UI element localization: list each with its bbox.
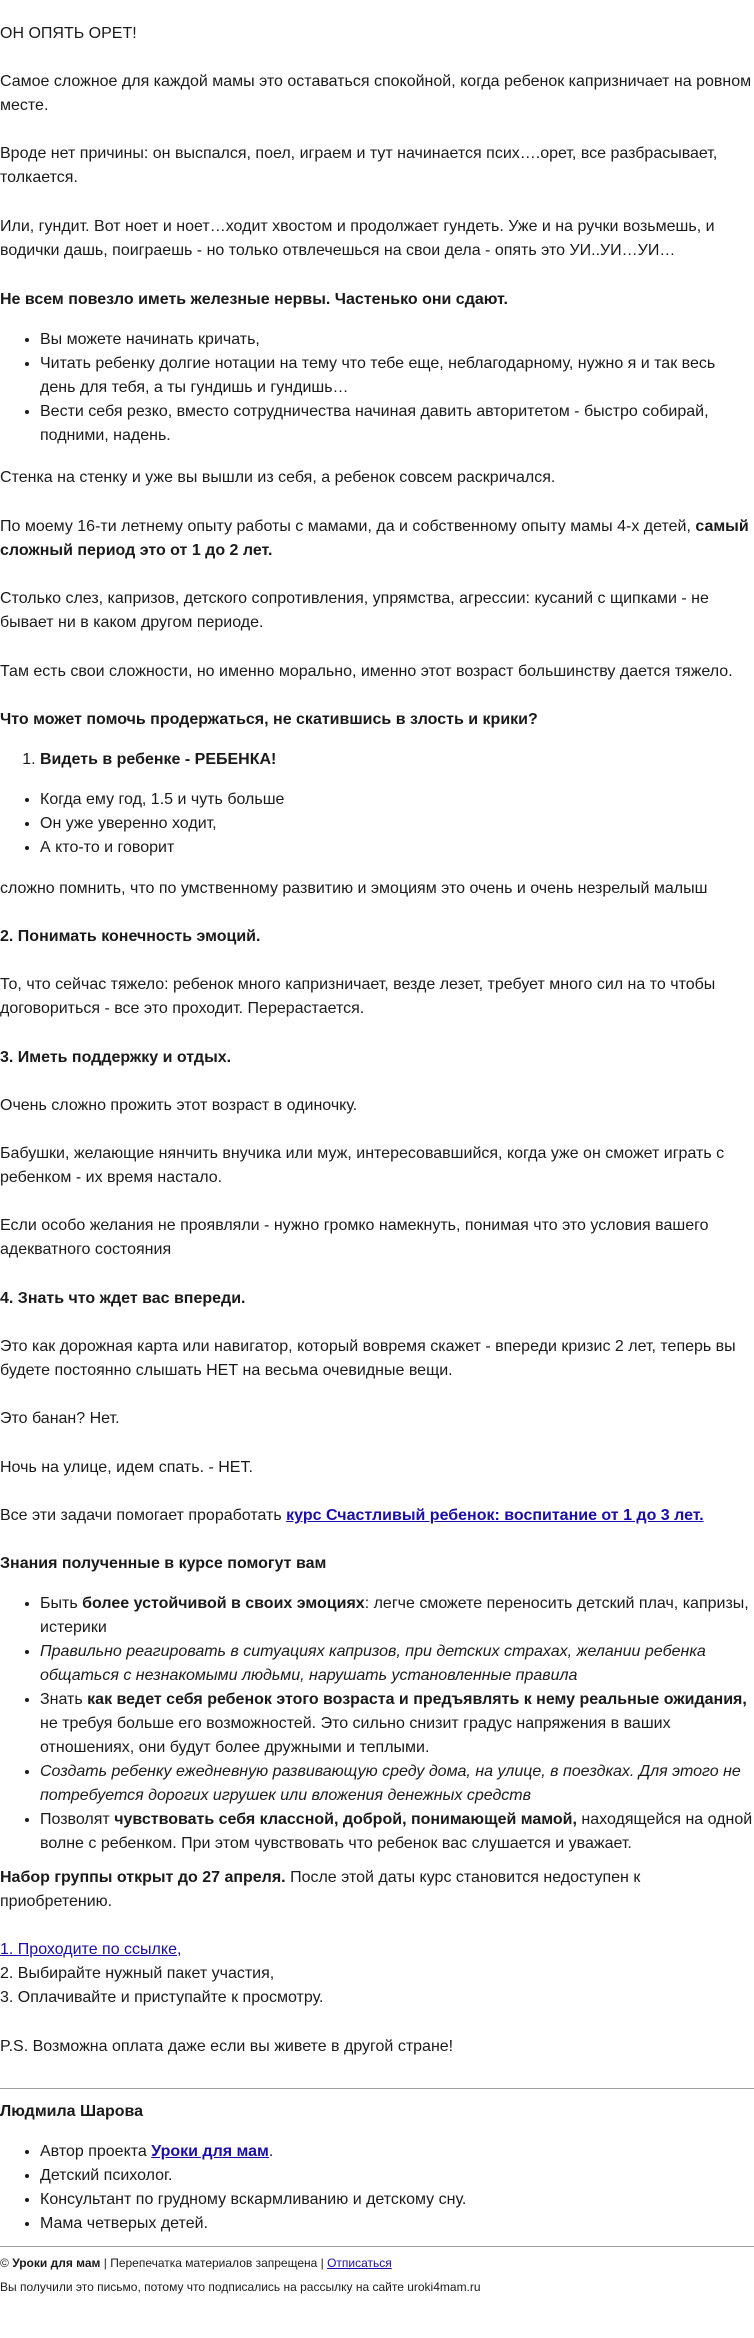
list-item: • Читать ребенку долгие нотации на тему что тебе еще, неблагодарному, нужно я и так весь день для тебя, а ты гундишь и гундишь…	[40, 352, 754, 400]
list-item: • Детский психолог.	[40, 2164, 754, 2188]
author-name: Людмила Шарова	[0, 2103, 144, 2120]
section-heading: 4. Знать что ждет вас впереди.	[0, 1290, 246, 1307]
list-item: • Позволят чувствовать себя классной, доброй, понимающей мамой, находящейся на одной волне с ребенком. При этом чувствовать что ребенок вас слушается и уважает.	[40, 1808, 754, 1856]
paragraph: Ночь на улице, идем спать. - НЕТ.	[0, 1459, 253, 1476]
paragraph: По моему 16-ти летнему опыту работы с мамами, да и собственному опыту мамы 4-х детей, самый сложный период это от 1 до 2 лет.	[0, 518, 749, 559]
list-item: • Создать ребенку ежедневную развивающую среду дома, на улице, в поездках. Для этого не потребуется дорогих игрушек или вложения денежных средств	[40, 1760, 754, 1808]
list-item: • Он уже уверенно ходит,	[40, 812, 754, 836]
list-item: • Знать как ведет себя ребенок этого возраста и предъявлять к нему реальные ожидания, не требуя больше его возможностей. Это сильно снизит градус напряжения в ваших отношениях, они будут более дружными и теплыми.	[40, 1688, 754, 1760]
unsubscribe-link[interactable]: Отписаться	[327, 2256, 392, 2270]
list-item: • Автор проекта Уроки для мам.	[40, 2140, 754, 2164]
paragraph: Бабушки, желающие нянчить внучика или муж, интересовавшийся, когда уже он сможет играть с ребенком - их время настало.	[0, 1145, 725, 1186]
list-item: • Вы можете начинать кричать,	[40, 328, 754, 352]
list-item: • Вести себя резко, вместо сотрудничества начиная давить авторитетом - быстро собирай, подними, надень.	[40, 400, 754, 448]
paragraph: Все эти задачи помогает проработать курс Счастливый ребенок: воспитание от 1 до 3 лет.	[0, 1507, 704, 1524]
tip1-list	[0, 788, 754, 860]
list-item: • Консультант по грудному вскармливанию и детскому сну.	[40, 2188, 754, 2212]
divider	[0, 2246, 754, 2247]
list-item: • А кто-то и говорит	[40, 836, 754, 860]
list-item: • Мама четверых детей.	[40, 2212, 754, 2236]
footer-note: Вы получили это письмо, потому что подписались на рассылку на сайте uroki4mam.ru	[0, 2280, 481, 2294]
knowledge-list	[0, 1592, 754, 1856]
paragraph: Самое сложное для каждой мамы это оставаться спокойной, когда ребенок капризничает на ровном месте.	[0, 73, 752, 114]
tip1-heading-list	[0, 748, 754, 772]
footer-line: © Уроки для мам | Перепечатка материалов запрещена | Отписаться	[0, 2256, 392, 2270]
email-title: ОН ОПЯТЬ ОРЕТ!	[0, 25, 137, 42]
steps	[0, 1938, 754, 2010]
step2: 2. Выбирайте нужный пакет участия,	[0, 1965, 275, 1982]
paragraph: сложно помнить, что по умственному развитию и эмоциям это очень и очень незрелый малыш	[0, 880, 708, 897]
section-heading: Не всем повезло иметь железные нервы. Частенько они сдают.	[0, 291, 508, 308]
course-link[interactable]: курс Счастливый ребенок: воспитание от 1 до 3 лет.	[286, 1507, 704, 1524]
paragraph: Вроде нет причины: он выспался, поел, играем и тут начинается псих….орет, все разбрасывает, толкается.	[0, 145, 718, 186]
list-item: 1. Видеть в ребенке - РЕБЕНКА!	[40, 748, 754, 772]
paragraph: Если особо желания не проявляли - нужно громко намекнуть, понимая что это условия вашего адекватного состояния	[0, 1217, 709, 1258]
list-item: • Правильно реагировать в ситуациях капризов, при детских страхах, желании ребенка общаться с незнакомыми людьми, нарушать установленные правила	[40, 1640, 754, 1688]
section-heading: Что может помочь продержаться, не скатившись в злость и крики?	[0, 711, 538, 728]
step3: 3. Оплачивайте и приступайте к просмотру.	[0, 1989, 324, 2006]
section-heading: 3. Иметь поддержку и отдых.	[0, 1049, 232, 1066]
section-heading: 2. Понимать конечность эмоций.	[0, 928, 261, 945]
paragraph: Там есть свои сложности, но именно морально, именно этот возраст большинству дается тяжело.	[0, 663, 733, 680]
paragraph: Это как дорожная карта или навигатор, который вовремя скажет - впереди кризис 2 лет, теперь вы будете постоянно слышать НЕТ на весьма очевидные вещи.	[0, 1338, 736, 1379]
paragraph: Стенка на стенку и уже вы вышли из себя, а ребенок совсем раскричался.	[0, 469, 556, 486]
paragraph: P.S. Возможна оплата даже если вы живете в другой стране!	[0, 2038, 454, 2055]
step1-link[interactable]: 1. Проходите по ссылке,	[0, 1941, 182, 1958]
author-list	[0, 2140, 754, 2236]
paragraph: Это банан? Нет.	[0, 1410, 120, 1427]
paragraph: Столько слез, капризов, детского сопротивления, упрямства, агрессии: кусаний с щипками - не бывает ни в каком другом периоде.	[0, 590, 709, 631]
project-link[interactable]: Уроки для мам	[151, 2143, 269, 2160]
divider	[0, 2088, 754, 2089]
list-item: • Быть более устойчивой в своих эмоциях: легче сможете переносить детский плач, капризы, истерики	[40, 1592, 754, 1640]
nerves-list	[0, 328, 754, 448]
paragraph: То, что сейчас тяжело: ребенок много капризничает, везде лезет, требует много сил на то чтобы договориться - все это проходит. Перерастается.	[0, 976, 716, 1017]
list-item: • Когда ему год, 1.5 и чуть больше	[40, 788, 754, 812]
paragraph: Или, гундит. Вот ноет и ноет…ходит хвостом и продолжает гундеть. Уже и на ручки возьмешь, и водички дашь, поиграешь - но только отвлечешься на свои дела - опять это УИ..УИ…УИ…	[0, 218, 715, 259]
section-heading: Знания полученные в курсе помогут вам	[0, 1555, 327, 1572]
paragraph: Набор группы открыт до 27 апреля. После этой даты курс становится недоступен к приобретению.	[0, 1869, 641, 1910]
paragraph: Очень сложно прожить этот возраст в одиночку.	[0, 1097, 358, 1114]
